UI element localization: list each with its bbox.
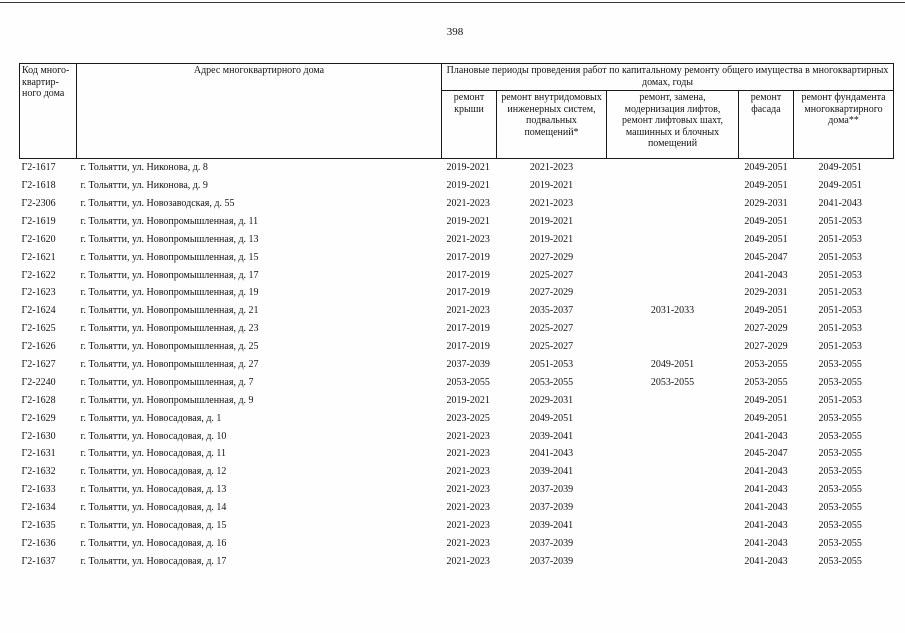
row-facade-period: 2049-2051 (744, 412, 788, 424)
row-foundation-period: 2051-2053 (818, 269, 862, 281)
row-facade-period: 2027-2029 (744, 323, 788, 335)
row-elevator-period (607, 409, 739, 427)
row-engineering-period: 2053-2055 (529, 376, 574, 388)
row-roof-period: 2023-2025 (446, 412, 490, 424)
row-engineering-period: 2037-2039 (529, 484, 574, 496)
row-code: Г2-1630 (21, 430, 56, 442)
row-engineering-period: 2039-2041 (529, 466, 574, 478)
header-periods: Плановые периоды проведения работ по капитальному ремонту общего имущества в многоквартирных домах, годы (442, 64, 894, 91)
table-row (20, 356, 894, 374)
row-code: Г2-1628 (21, 394, 56, 406)
row-foundation-period: 2049-2051 (818, 162, 862, 174)
row-facade-period: 2041-2043 (744, 502, 788, 514)
row-facade-period: 2029-2031 (744, 287, 788, 299)
row-code: Г2-1635 (21, 520, 56, 531)
table-row (20, 499, 894, 517)
header-engineering: ремонт внутридомовых инженерных систем, подвальных помещений* (497, 91, 607, 159)
header-foundation: ремонт фундамента многоквартирного дома** (794, 91, 894, 159)
row-engineering-period: 2037-2039 (529, 555, 574, 567)
row-address: г. Тольятти, ул. Новосадовая, д. 13 (80, 484, 227, 496)
row-roof-period: 2019-2021 (446, 394, 490, 406)
row-code: Г2-2240 (21, 376, 56, 388)
row-elevator-period (607, 481, 739, 499)
row-engineering-period: 2025-2027 (529, 269, 574, 281)
row-roof-period: 2019-2021 (446, 180, 490, 192)
table-row (20, 445, 894, 463)
row-foundation-period: 2041-2043 (818, 197, 862, 209)
table-row (20, 195, 894, 213)
row-address: г. Тольятти, ул. Новосадовая, д. 17 (80, 555, 227, 567)
header-facade: ремонт фасада (739, 91, 794, 159)
row-code: Г2-1633 (21, 484, 56, 496)
row-elevator-period (607, 195, 739, 213)
row-facade-period: 2027-2029 (744, 341, 788, 353)
row-foundation-period: 2053-2055 (818, 555, 862, 567)
row-roof-period: 2021-2023 (446, 466, 490, 478)
row-code: Г2-1629 (21, 412, 56, 424)
row-facade-period: 2041-2043 (744, 520, 788, 531)
row-foundation-period: 2051-2053 (818, 305, 862, 317)
row-foundation-period: 2053-2055 (818, 537, 862, 549)
row-elevator-period (607, 445, 739, 463)
table-row (20, 284, 894, 302)
row-address: г. Тольятти, ул. Новопромышленная, д. 23 (80, 323, 259, 335)
row-roof-period: 2021-2023 (446, 537, 490, 549)
row-address: г. Тольятти, ул. Новопромышленная, д. 15 (80, 251, 259, 263)
row-engineering-period: 2025-2027 (529, 323, 574, 335)
row-code: Г2-1636 (21, 537, 56, 549)
row-code: Г2-1626 (21, 341, 56, 353)
table-row (20, 231, 894, 249)
row-facade-period: 2041-2043 (744, 555, 788, 567)
row-code: Г2-1631 (21, 448, 56, 460)
row-roof-period: 2021-2023 (446, 520, 490, 531)
table-row (20, 374, 894, 392)
table-row (20, 177, 894, 195)
row-facade-period: 2041-2043 (744, 269, 788, 281)
row-foundation-period: 2053-2055 (818, 502, 862, 514)
row-facade-period: 2053-2055 (744, 358, 788, 370)
row-address: г. Тольятти, ул. Новопромышленная, д. 7 (80, 376, 254, 388)
row-foundation-period: 2051-2053 (818, 215, 862, 227)
row-elevator-period (607, 427, 739, 445)
row-engineering-period: 2019-2021 (529, 215, 574, 227)
row-facade-period: 2041-2043 (744, 466, 788, 478)
row-address: г. Тольятти, ул. Новопромышленная, д. 13 (80, 233, 259, 245)
row-roof-period: 2021-2023 (446, 502, 490, 514)
row-code: Г2-1617 (21, 162, 56, 174)
row-foundation-period: 2051-2053 (818, 341, 862, 353)
row-code: Г2-2306 (21, 197, 56, 209)
row-elevator-period (607, 159, 739, 177)
row-foundation-period: 2053-2055 (818, 448, 862, 460)
row-facade-period: 2045-2047 (744, 251, 788, 263)
row-foundation-period: 2051-2053 (818, 233, 862, 245)
table-row (20, 517, 894, 535)
row-code: Г2-1625 (21, 323, 56, 335)
header-elevators: ремонт, замена, модернизация лифтов, ремонт лифтовых шахт, машинных и блочных помещений (607, 91, 739, 159)
row-engineering-period: 2021-2023 (529, 162, 574, 174)
row-foundation-period: 2053-2055 (818, 376, 862, 388)
repair-plan-table (19, 63, 894, 570)
row-engineering-period: 2027-2029 (529, 287, 574, 299)
row-code: Г2-1637 (21, 555, 56, 567)
row-elevator-period (607, 535, 739, 553)
row-code: Г2-1619 (21, 215, 56, 227)
row-engineering-period: 2025-2027 (529, 341, 574, 353)
row-code: Г2-1622 (21, 269, 56, 281)
row-foundation-period: 2049-2051 (818, 180, 862, 192)
row-engineering-period: 2037-2039 (529, 502, 574, 514)
row-elevator-period (607, 266, 739, 284)
row-code: Г2-1620 (21, 233, 56, 245)
row-elevator-period (607, 553, 739, 571)
row-roof-period: 2021-2023 (446, 305, 490, 317)
row-elevator-period (607, 392, 739, 410)
table-row (20, 302, 894, 320)
table-row (20, 320, 894, 338)
row-foundation-period: 2051-2053 (818, 251, 862, 263)
row-engineering-period: 2041-2043 (529, 448, 574, 460)
row-roof-period: 2021-2023 (446, 197, 490, 209)
row-roof-period: 2021-2023 (446, 430, 490, 442)
row-engineering-period: 2037-2039 (529, 537, 574, 549)
row-facade-period: 2049-2051 (744, 305, 788, 317)
row-address: г. Тольятти, ул. Новосадовая, д. 15 (80, 520, 227, 531)
row-engineering-period: 2019-2021 (529, 233, 574, 245)
row-elevator-period: 2049-2051 (650, 358, 695, 370)
row-address: г. Тольятти, ул. Новопромышленная, д. 11 (80, 215, 259, 227)
table-row (20, 427, 894, 445)
row-engineering-period: 2021-2023 (529, 197, 574, 209)
row-elevator-period (607, 463, 739, 481)
row-roof-period: 2019-2021 (446, 215, 490, 227)
row-roof-period: 2017-2019 (446, 323, 490, 335)
row-address: г. Тольятти, ул. Новопромышленная, д. 9 (80, 394, 254, 406)
row-address: г. Тольятти, ул. Новосадовая, д. 1 (80, 412, 222, 424)
row-roof-period: 2021-2023 (446, 484, 490, 496)
row-address: г. Тольятти, ул. Новосадовая, д. 11 (80, 448, 227, 460)
row-facade-period: 2049-2051 (744, 180, 788, 192)
row-roof-period: 2021-2023 (446, 448, 490, 460)
row-code: Г2-1634 (21, 502, 56, 514)
page-number: 398 (446, 26, 464, 38)
table-row (20, 392, 894, 410)
row-elevator-period (607, 213, 739, 231)
row-elevator-period (607, 499, 739, 517)
row-address: г. Тольятти, ул. Новопромышленная, д. 25 (80, 341, 259, 353)
row-roof-period: 2037-2039 (446, 358, 490, 370)
row-roof-period: 2021-2023 (446, 233, 490, 245)
row-elevator-period (607, 177, 739, 195)
row-facade-period: 2045-2047 (744, 448, 788, 460)
row-facade-period: 2049-2051 (744, 394, 788, 406)
row-address: г. Тольятти, ул. Новосадовая, д. 14 (80, 502, 227, 514)
row-facade-period: 2041-2043 (744, 537, 788, 549)
row-engineering-period: 2039-2041 (529, 430, 574, 442)
row-foundation-period: 2051-2053 (818, 287, 862, 299)
row-code: Г2-1623 (21, 287, 56, 299)
row-elevator-period: 2031-2033 (650, 305, 695, 317)
row-roof-period: 2017-2019 (446, 287, 490, 299)
table-row (20, 266, 894, 284)
row-roof-period: 2017-2019 (446, 341, 490, 353)
row-foundation-period: 2053-2055 (818, 430, 862, 442)
row-code: Г2-1621 (21, 251, 56, 263)
row-facade-period: 2053-2055 (744, 376, 788, 388)
row-code: Г2-1618 (21, 180, 56, 192)
row-address: г. Тольятти, ул. Никонова, д. 8 (80, 162, 208, 174)
row-address: г. Тольятти, ул. Новопромышленная, д. 17 (80, 269, 259, 281)
table-body (20, 159, 894, 571)
row-facade-period: 2029-2031 (744, 197, 788, 209)
row-roof-period: 2021-2023 (446, 555, 490, 567)
table-row (20, 159, 894, 177)
row-code: Г2-1632 (21, 466, 56, 478)
row-elevator-period (607, 320, 739, 338)
table-row (20, 481, 894, 499)
row-foundation-period: 2053-2055 (818, 484, 862, 496)
row-address: г. Тольятти, ул. Новопромышленная, д. 21 (80, 305, 259, 317)
header-roof: ремонт крыши (442, 91, 497, 159)
row-engineering-period: 2051-2053 (529, 358, 574, 370)
row-address: г. Тольятти, ул. Новосадовая, д. 10 (80, 430, 227, 442)
row-elevator-period (607, 284, 739, 302)
row-engineering-period: 2029-2031 (529, 394, 574, 406)
row-facade-period: 2041-2043 (744, 430, 788, 442)
row-code: Г2-1627 (21, 358, 56, 370)
row-address: г. Тольятти, ул. Новосадовая, д. 16 (80, 537, 227, 549)
row-engineering-period: 2035-2037 (529, 305, 574, 317)
row-roof-period: 2019-2021 (446, 162, 490, 174)
table-row (20, 535, 894, 553)
row-facade-period: 2049-2051 (744, 215, 788, 227)
table-row (20, 248, 894, 266)
table-row (20, 213, 894, 231)
table-row (20, 553, 894, 571)
table-header (20, 64, 894, 159)
row-engineering-period: 2019-2021 (529, 180, 574, 192)
row-foundation-period: 2053-2055 (818, 358, 862, 370)
row-elevator-period (607, 231, 739, 249)
row-address: г. Тольятти, ул. Новозаводская, д. 55 (80, 197, 235, 209)
table-row (20, 463, 894, 481)
row-facade-period: 2049-2051 (744, 233, 788, 245)
row-elevator-period (607, 517, 739, 535)
header-code: Код много-квартир-ного дома (20, 64, 77, 159)
row-roof-period: 2017-2019 (446, 269, 490, 281)
table-row (20, 338, 894, 356)
row-foundation-period: 2053-2055 (818, 466, 862, 478)
row-foundation-period: 2053-2055 (818, 412, 862, 424)
table-row (20, 409, 894, 427)
row-code: Г2-1624 (21, 305, 56, 317)
row-roof-period: 2017-2019 (446, 251, 490, 263)
row-elevator-period: 2053-2055 (650, 376, 695, 388)
top-rule (0, 2, 905, 3)
row-facade-period: 2041-2043 (744, 484, 788, 496)
row-address: г. Тольятти, ул. Новосадовая, д. 12 (80, 466, 227, 478)
row-foundation-period: 2053-2055 (818, 520, 862, 531)
row-engineering-period: 2039-2041 (529, 520, 574, 531)
row-foundation-period: 2051-2053 (818, 323, 862, 335)
row-elevator-period (607, 248, 739, 266)
row-engineering-period: 2049-2051 (529, 412, 574, 424)
row-foundation-period: 2051-2053 (818, 394, 862, 406)
row-facade-period: 2049-2051 (744, 162, 788, 174)
header-address: Адрес многоквартирного дома (77, 64, 442, 159)
row-address: г. Тольятти, ул. Никонова, д. 9 (80, 180, 208, 192)
row-roof-period: 2053-2055 (446, 376, 490, 388)
row-elevator-period (607, 338, 739, 356)
row-engineering-period: 2027-2029 (529, 251, 574, 263)
row-address: г. Тольятти, ул. Новопромышленная, д. 27 (80, 358, 259, 370)
row-address: г. Тольятти, ул. Новопромышленная, д. 19 (80, 287, 259, 299)
